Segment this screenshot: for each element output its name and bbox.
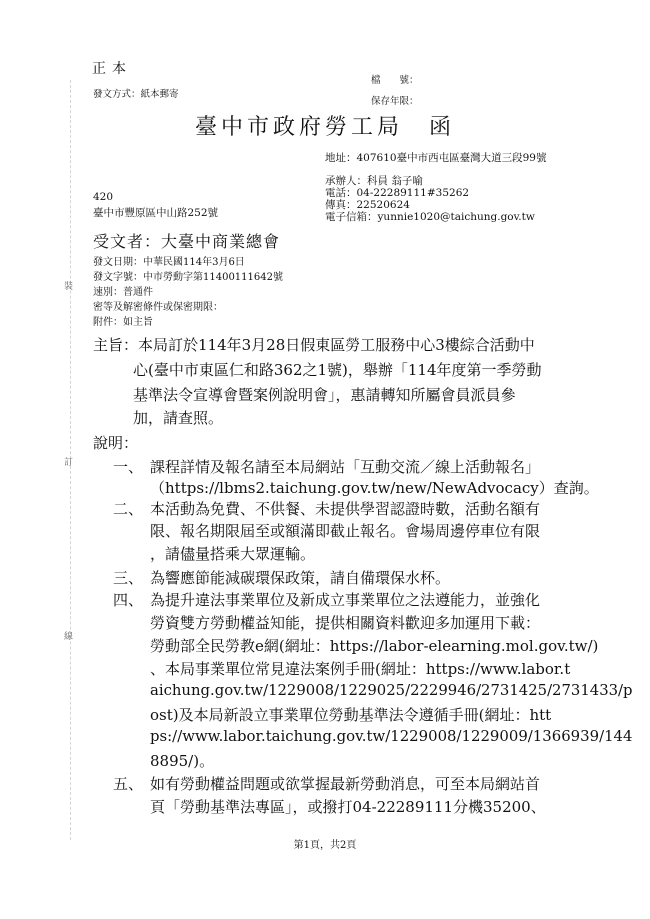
confidentiality: 密等及解密條件或保密期限： bbox=[93, 302, 223, 313]
item-number: 二、 bbox=[113, 500, 144, 518]
margin-mark-bind: 裝 bbox=[64, 282, 74, 292]
item-number: 一、 bbox=[113, 458, 144, 476]
file-number-label: 檔 號： bbox=[371, 75, 419, 86]
recipient-address: 臺中市豐原區中山路252號 bbox=[93, 207, 219, 219]
item-line: ps://www.labor.taichung.gov.tw/1229008/1229009/1366939/144 bbox=[150, 727, 633, 745]
page-number: 第1頁，共2頁 bbox=[293, 840, 357, 851]
item-number: 四、 bbox=[113, 591, 144, 609]
issue-date: 發文日期：中華民國114年3月6日 bbox=[93, 257, 245, 268]
item-line: ，請儘量搭乘大眾運輸。 bbox=[150, 545, 316, 563]
item-line: 8895/)。 bbox=[150, 752, 215, 770]
item-number: 五、 bbox=[113, 775, 144, 793]
item-line: aichung.gov.tw/1229008/1229025/2229946/2731425/2731433/p bbox=[150, 681, 633, 699]
recipient-name: 受文者：大臺中商業總會 bbox=[93, 232, 281, 251]
subject-line: 主旨：本局訂於114年3月28日假東區勞工服務中心3樓綜合活動中 bbox=[93, 336, 535, 354]
margin-mark-staple: 訂 bbox=[64, 458, 74, 468]
recipient-postcode: 420 bbox=[93, 191, 114, 203]
document-title: 臺中市政府勞工局 函 bbox=[194, 115, 455, 140]
subject-line: 心(臺中市東區仁和路362之1號)，舉辦「114年度第一季勞動 bbox=[133, 361, 542, 379]
attachment: 附件：如主旨 bbox=[93, 317, 153, 328]
speed-class: 速別：普通件 bbox=[93, 287, 153, 298]
item-line: 勞動部全民勞教e網(網址：https://labor-elearning.mol.gov.tw/) bbox=[150, 637, 599, 655]
send-method: 發文方式：紙本郵寄 bbox=[93, 89, 179, 100]
item-number: 三、 bbox=[113, 569, 144, 587]
fax-number: 傳真：22520624 bbox=[325, 199, 410, 211]
item-line: 為響應節能減碳環保政策，請自備環保水杯。 bbox=[150, 569, 451, 587]
phone-number: 電話：04-22289111#35262 bbox=[325, 187, 470, 199]
margin-mark-line: 線 bbox=[64, 632, 74, 642]
document-number: 發文字號：中市勞動字第11400111642號 bbox=[93, 272, 283, 283]
handler-name: 承辦人：科員 翁子喻 bbox=[325, 175, 423, 187]
sender-address: 地址：407610臺中市西屯區臺灣大道三段99號 bbox=[325, 152, 547, 164]
subject-line: 基準法令宣導會暨案例說明會」，惠請轉知所屬會員派員參 bbox=[133, 386, 516, 404]
item-line: （https://lbms2.taichung.gov.tw/new/NewAdvocacy）查詢。 bbox=[150, 479, 599, 497]
item-line: 限、報名期限屆至或額滿即截止報名。會場周邊停車位有限 bbox=[150, 522, 541, 540]
item-line: 頁「勞動基準法專區」，或撥打04-22289111分機35200、 bbox=[150, 798, 546, 816]
item-line: 為提升違法事業單位及新成立事業單位之法遵能力，並強化 bbox=[150, 591, 541, 609]
email-address: 電子信箱：yunnie1020@taichung.gov.tw bbox=[325, 211, 535, 223]
item-line: 課程詳情及報名請至本局網站「互動交流／線上活動報名」 bbox=[150, 458, 541, 476]
item-line: 本活動為免費、不供餐、未提供學習認證時數，活動名額有 bbox=[150, 500, 541, 518]
item-line: 如有勞動權益問題或欲掌握最新勞動消息，可至本局網站首 bbox=[150, 775, 541, 793]
item-line: ost)及本局新設立事業單位勞動基準法令遵循手冊(網址：htt bbox=[150, 706, 552, 724]
subject-line: 加，請查照。 bbox=[133, 409, 224, 427]
item-line: 勞資雙方勞動權益知能，提供相關資料歡迎多加運用下載： bbox=[150, 614, 541, 632]
explanation-label: 說明： bbox=[93, 434, 139, 452]
copy-label: 正本 bbox=[92, 61, 132, 77]
item-line: 、本局事業單位常見違法案例手冊(網址：https://www.labor.t bbox=[150, 660, 571, 678]
retention-period-label: 保存年限： bbox=[371, 96, 419, 107]
